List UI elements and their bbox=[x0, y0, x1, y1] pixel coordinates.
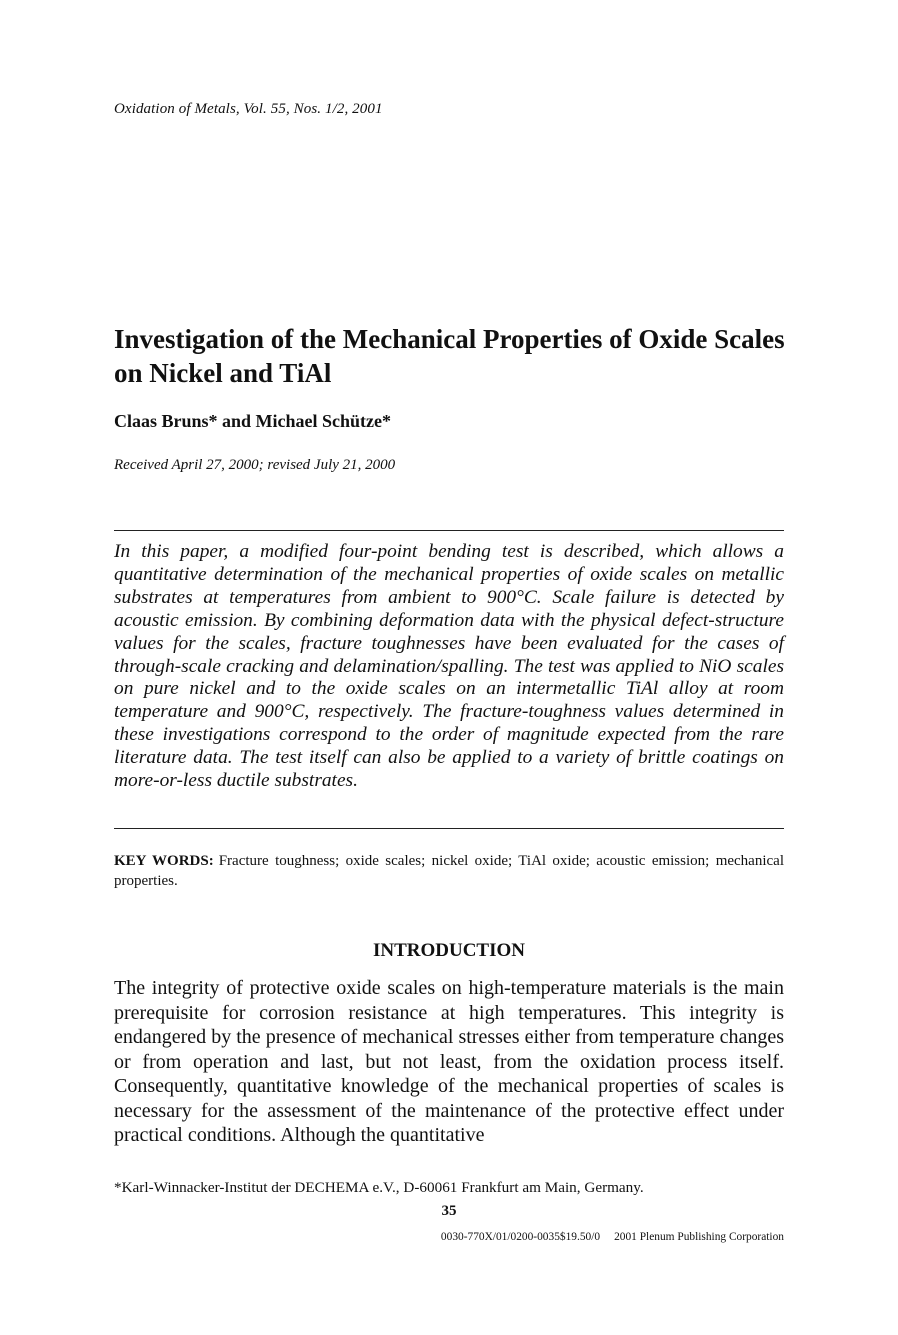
publication-code: 0030-770X/01/0200-0035$19.50/0 bbox=[440, 1231, 601, 1243]
article-title: Investigation of the Mechanical Properties of Oxide Scales on Nickel and TiAl bbox=[114, 324, 785, 388]
abstract: In this paper, a modified four-point bending test is described, which allows a quantitative determination of the mechanical properties of oxide scales on metallic substrates at temperatures from ambient to 900°C. Scale failure is detected by acoustic emission. By combining deformation data with the physical defect-structure values for the scales, fracture toughnesses have been evaluated for the cases of through-scale cracking and delamination/spalling. The test was applied to NiO scales on pure nickel and to the oxide scales on an intermetallic TiAl alloy at room temperature and 900°C, respectively. The fracture-toughness values determined in these investigations correspond to the order of magnitude expected from the rare literature data. The test itself can also be applied to a variety of brittle coatings on more-or-less ductile substrates. bbox=[114, 541, 784, 792]
abstract-top-rule bbox=[114, 530, 784, 531]
received-dates: Received April 27, 2000; revised July 21, 2000 bbox=[114, 457, 396, 473]
keywords-list: Fracture toughness; oxide scales; nickel oxide; TiAl oxide; acoustic emission; mechanical properties. bbox=[114, 853, 784, 889]
copyright-notice: 2001 Plenum Publishing Corporation bbox=[614, 1231, 784, 1243]
publication-code-line bbox=[441, 1231, 784, 1243]
section-heading-introduction: INTRODUCTION bbox=[372, 940, 526, 961]
introduction-paragraph: The integrity of protective oxide scales on high-temperature materials is the main prerequisite for corrosion resistance at high temperatures. This integrity is endangered by the presence of mechanical stresses either from temperature changes or from operation and last, but not least, from the oxidation process itself. Consequently, quantitative knowledge of the mechanical properties of scales is necessary for the assessment of the maintenance of the protective effect under practical conditions. Although the quantitative bbox=[114, 977, 784, 1146]
keywords bbox=[114, 851, 784, 891]
article-authors: Claas Bruns* and Michael Schütze* bbox=[114, 411, 392, 431]
author-affiliation-footnote: *Karl-Winnacker-Institut der DECHEMA e.V., D-60061 Frankfurt am Main, Germany. bbox=[114, 1179, 644, 1196]
keywords-label: KEY WORDS: bbox=[114, 853, 214, 869]
page-number: 35 bbox=[441, 1203, 457, 1219]
abstract-bottom-rule bbox=[114, 828, 784, 829]
journal-citation: Oxidation of Metals, Vol. 55, Nos. 1/2, 2001 bbox=[114, 101, 383, 117]
